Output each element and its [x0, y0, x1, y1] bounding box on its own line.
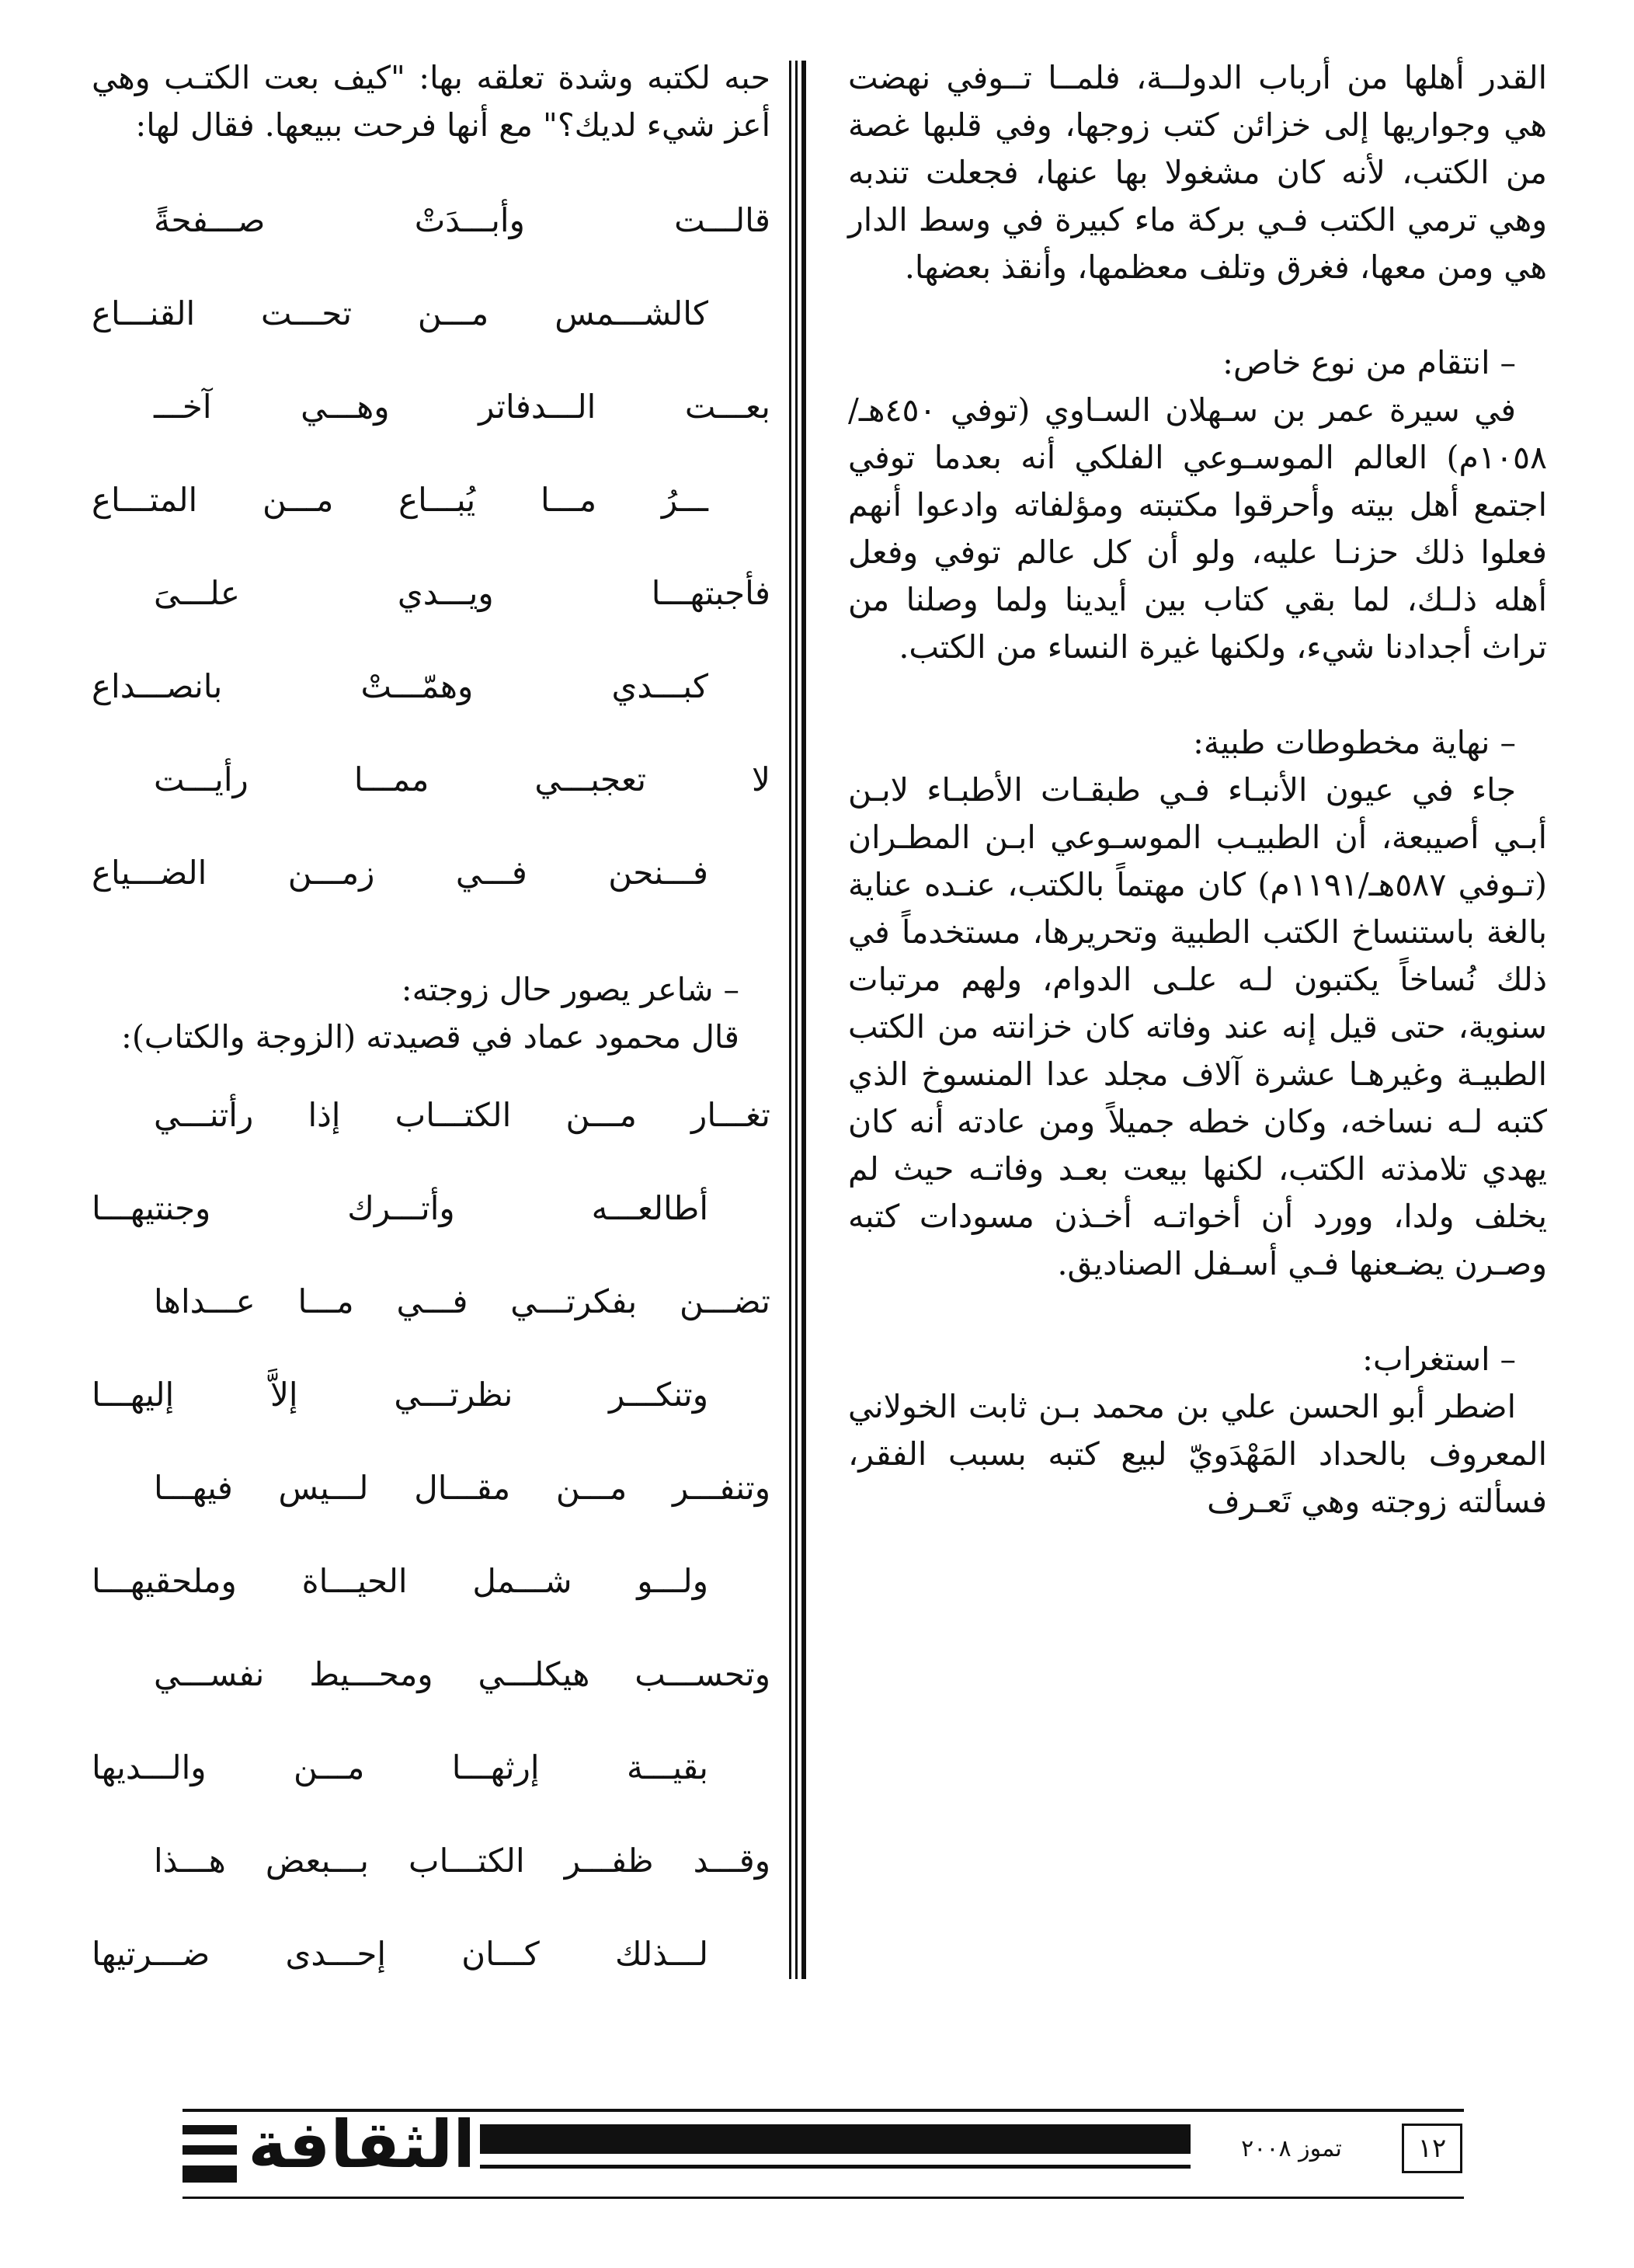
- issue-date: تموز ٢٠٠٨: [1241, 2135, 1342, 2162]
- right-column: [848, 54, 1547, 1525]
- footer-bar: [480, 2124, 1191, 2154]
- footer-bar-thin: [480, 2165, 1191, 2169]
- paragraph: جاء في عيون الأنبـاء فـي طبقـات الأطبـاء لابـن أبـي أصيبعة، أن الطبيـب الموسـوعي ابـن المطـران (تـوفي ٥٨٧هـ/١١٩١م) كان مهتماً بالكتب، عنـده عناية بالغة باستنساخ الكتب الطبية وتحريرها، مستخدماً في ذلك نُساخاً يكتبون لـه علـى الدوام، ولهم مرتبات سنوية، حتى قيل إنه عند وفاته كان خزانته من الكتب الطبيـة وغيرهـا عشرة آلاف مجلد عدا المنسوخ الذي كتبه لـه نساخه، وكان خطه جميلاً ومن عادته أنه كان يهدي تلامذته الكتب، لكنها بيعت بعـد وفاتـه حيث لم يخلف ولدا، وورد أن أخواتـه أخـذن مسودات كتبه وصـرن يضـعنها فـي أسـفل الصناديق.: [848, 771, 1547, 1282]
- paragraph: اضطر أبو الحسن علي بن محمد بـن ثابت الخولاني المعروف بالحداد المَهْدَويّ لبيع كتبه بسبب الفقر، فسألته زوجته وهي تَعـرف: [848, 1388, 1547, 1520]
- spacer: [92, 1061, 770, 1069]
- poem-verse: لا تعجبـــي ممـــا رأيـــت: [154, 760, 770, 798]
- poem-verse: وتنكـــر نظرتـــي إلاَّ إليهـــا: [92, 1376, 708, 1414]
- left-column: [92, 54, 770, 2001]
- poem-verse: تغـــار مـــن الكتـــاب إذا رأتنـــي: [154, 1096, 770, 1134]
- poem-verse: بعـــت الـــدفاتر وهـــي آخـــ: [154, 388, 770, 426]
- section-heading: – شاعر يصور حال زوجته:: [401, 971, 739, 1008]
- page-number: ١٢: [1402, 2124, 1462, 2173]
- poem-1: [92, 174, 770, 920]
- paragraph: القدر أهلها من أرباب الدولــة، فلمــا تــوفي نهضت هي وجواريها إلى خزائن كتب زوجها، وفي قلبها غصة من الكتب، لأنه كان مشغولا بها عنها، فجعلت تندبه وهي ترمي الكتب فـي بركة ماء كبيرة في وسط الدار هي ومن معها، فغرق وتلف معظمها، وأنقذ بعضها.: [848, 59, 1547, 286]
- spacer: [848, 1288, 1547, 1336]
- spacer: [848, 671, 1547, 719]
- spacer: [848, 291, 1547, 339]
- footer-bottom-rule: [183, 2197, 1464, 2199]
- poem-verse: وتحســـب هيكلـــي ومحـــيط نفســـي: [154, 1655, 770, 1693]
- section-heading: – نهاية مخطوطات طبية:: [1193, 724, 1516, 761]
- poem-verse: وتنفـــر مـــن مقـــال لـــيس فيهـــا: [154, 1469, 770, 1507]
- poem-verse: فـــنحن فـــي زمـــن الضـــياع: [92, 854, 708, 892]
- poem-verse: ـــرُ مـــا يُبـــاع مـــن المتـــاع: [92, 481, 708, 519]
- section-heading: – استغراب:: [1362, 1341, 1516, 1378]
- poem-2: [92, 1069, 770, 2001]
- poem-verse: بقيـــة إرثهـــا مـــن والـــديها: [92, 1748, 708, 1786]
- poem-verse: لـــذلك كـــان إحـــدى ضـــرتيها: [92, 1935, 708, 1973]
- spacer: [92, 149, 770, 174]
- paragraph: في سيرة عمر بن سـهلان السـاوي (توفي ٤٥٠هـ/١٠٥٨م) العالم الموسـوعي الفلكي أنه بعدما توفي اجتمع أهل بيته وأحرقوا مكتبته ومؤلفاته وادعوا أنهم فعلوا ذلك حزنـا عليه، ولو أن كل عالم توفي وفعل أهله ذلـك، لما بقي كتاب بين أيدينا ولما وصلنا من تراث أجدادنا شيء، ولكنها غيرة النساء من الكتب.: [848, 391, 1547, 666]
- poem-verse: تضـــن بفكرتـــي فـــي مـــا عـــداها: [154, 1282, 770, 1320]
- paragraph: حبه لكتبه وشدة تعلقه بها: "كيف بعت الكتـب وهي أعز شيء لديك؟" مع أنها فرحت ببيعها. فقال لها:: [92, 59, 770, 144]
- poem-verse: أطالعـــه وأتـــرك وجنتيهـــا: [92, 1189, 708, 1227]
- poem-verse: كالشـــمس مـــن تحـــت القنـــاع: [92, 294, 708, 332]
- poem-verse: قالـــت وأبـــدَتْ صـــفحةً: [154, 201, 770, 239]
- spacer: [92, 920, 770, 966]
- poem-verse: وقـــد ظفـــر الكتـــاب بـــبعض هـــذا: [154, 1842, 770, 1880]
- poem-verse: ولـــو شـــمل الحيـــاة وملحقيهـــا: [92, 1562, 708, 1600]
- column-divider: [787, 61, 811, 1979]
- logo-bars-icon: [183, 2117, 237, 2187]
- poem-verse: فأجبتهـــا ويـــدي علـــىَ: [154, 574, 770, 612]
- magazine-logo: الثقافة: [248, 2106, 475, 2183]
- section-heading: – انتقام من نوع خاص:: [1222, 344, 1516, 381]
- paragraph: قال محمود عماد في قصيدته (الزوجة والكتاب):: [121, 1018, 739, 1056]
- poem-verse: كبـــدي وهمّـــتْ بانصـــداع: [92, 667, 708, 705]
